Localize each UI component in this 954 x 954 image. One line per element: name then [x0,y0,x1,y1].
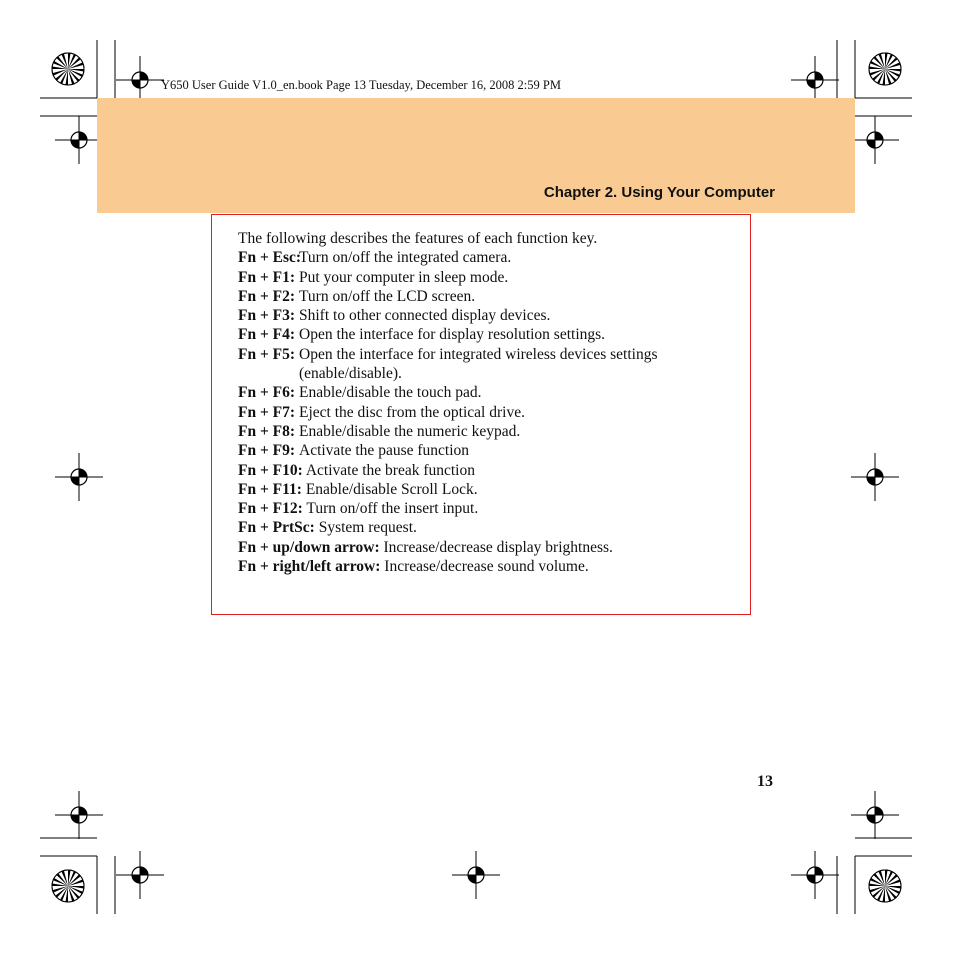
color-calibration-star-icon [869,870,901,902]
fn-item [238,518,728,537]
fn-key: Fn + F5: [238,345,296,363]
fn-key: Fn + F6: [238,384,296,402]
fn-desc: Enable/disable the touch pad. [299,384,482,402]
fn-key: Fn + F7: [238,403,296,421]
fn-key: Fn + F3: [238,307,296,325]
fn-desc: Activate the break function [305,461,475,479]
fn-desc: Shift to other connected display devices. [299,307,551,325]
color-calibration-star-icon [52,870,84,902]
color-calibration-star-icon [52,53,84,85]
fn-key: Fn + PrtSc: [238,519,315,537]
fn-key: Fn + F4: [238,326,296,344]
fn-item [238,287,728,306]
fn-item [238,248,728,267]
fn-desc: Turn on/off the integrated camera. [299,249,512,267]
fn-key: Fn + F12: [238,500,303,518]
registration-mark-icon [851,791,899,839]
registration-mark-icon [55,791,103,839]
fn-desc: System request. [318,519,417,537]
fn-desc: Increase/decrease display brightness. [383,538,613,556]
print-slug: Y650 User Guide V1.0_en.book Page 13 Tuesday, December 16, 2008 2:59 PM [161,78,561,92]
registration-mark-icon [851,116,899,164]
fn-key: Fn + F8: [238,422,296,440]
fn-item [238,441,728,460]
registration-mark-icon [791,56,839,104]
fn-desc: Open the interface for display resolution settings. [299,326,606,344]
registration-mark-icon [55,116,103,164]
fn-desc: Activate the pause function [299,442,470,460]
fn-item [238,499,728,518]
fn-key: Fn + Esc: [238,249,302,267]
registration-mark-icon [851,453,899,501]
fn-item [238,461,728,480]
fn-key: Fn + right/left arrow: [238,558,381,576]
fn-key: Fn + F9: [238,442,296,460]
intro-text: The following describes the features of each function key. [238,230,598,247]
fn-item [238,383,728,402]
fn-item [238,538,728,557]
color-calibration-star-icon [869,53,901,85]
registration-mark-icon [791,851,839,899]
fn-desc: Enable/disable the numeric keypad. [299,422,521,440]
fn-desc: Increase/decrease sound volume. [384,558,589,576]
fn-key: Fn + F10: [238,461,303,479]
fn-desc: Eject the disc from the optical drive. [299,403,525,421]
fn-key: Fn + up/down arrow: [238,538,380,556]
fn-item [238,345,728,384]
fn-key: Fn + F1: [238,268,296,286]
fn-key: Fn + F2: [238,287,296,305]
registration-mark-icon [55,453,103,501]
registration-mark-icon [452,851,500,899]
fn-desc: Turn on/off the LCD screen. [299,287,476,305]
function-key-list [238,229,728,576]
chapter-header-band [97,98,855,213]
fn-item [238,557,728,576]
fn-item [238,268,728,287]
registration-mark-icon [116,851,164,899]
fn-key: Fn + F11: [238,480,302,498]
page-number: 13 [757,773,773,790]
chapter-title: Chapter 2. Using Your Computer [543,184,775,201]
fn-desc: Enable/disable Scroll Lock. [305,480,478,498]
fn-item [238,403,728,422]
fn-item [238,422,728,441]
fn-item [238,325,728,344]
fn-item [238,306,728,325]
fn-desc: Open the interface for integrated wireless devices settings (enable/disable). [299,345,658,383]
fn-desc: Turn on/off the insert input. [306,500,479,518]
registration-mark-icon [116,56,164,104]
fn-desc: Put your computer in sleep mode. [299,268,509,286]
fn-item [238,480,728,499]
